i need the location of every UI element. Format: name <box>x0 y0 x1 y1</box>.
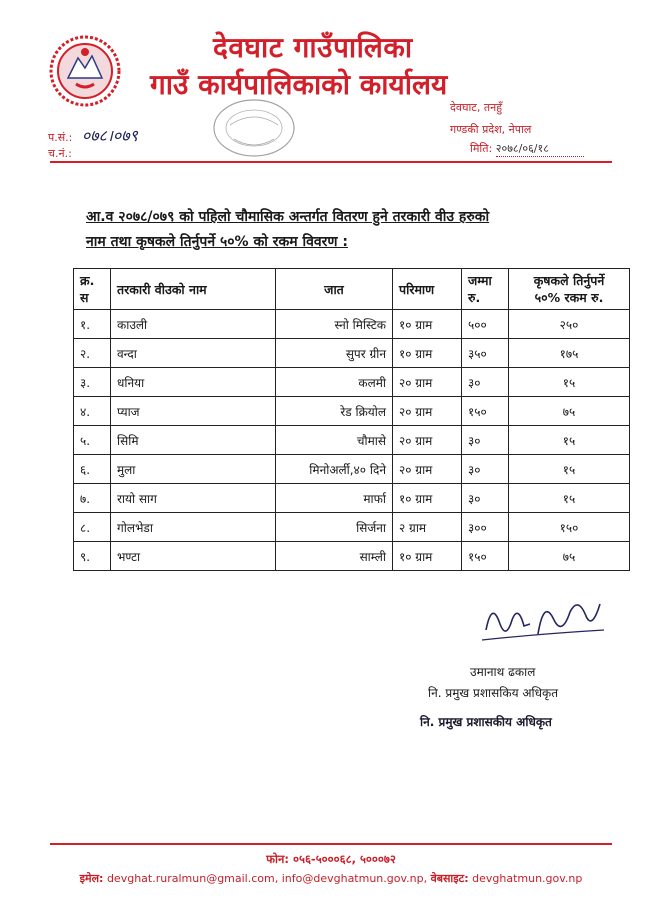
table-header-row <box>74 269 630 310</box>
header-divider <box>50 161 612 163</box>
handwritten-signature <box>478 590 608 650</box>
address-line-1: देवघाट, तनहुँ <box>450 101 503 114</box>
col-name: तरकारी वीउको नाम <box>111 269 276 310</box>
col-farmer-share: कृषकले तिर्नुपर्ने ५०% रकम रु. <box>509 269 630 310</box>
office-subtitle: गाउँ कार्यपालिकाको कार्यालय <box>150 68 448 101</box>
table-row: ३. धनिया कलमी २० ग्राम ३० १५ <box>74 368 630 397</box>
col-quantity: परिमाण <box>393 269 462 310</box>
col-variety: जात <box>276 269 393 310</box>
email-label: इमेल: <box>79 872 104 885</box>
ref-label: प.सं.: <box>48 131 73 144</box>
website-value: devghatmun.gov.np <box>472 872 583 885</box>
ref-value: ०७८।०७९ <box>81 126 138 145</box>
nepal-emblem-logo <box>48 34 122 108</box>
table-row: ४. प्याज रेड क्रियोल २० ग्राम १५० ७५ <box>74 397 630 426</box>
signatory-designation: नि. प्रमुख प्रशासकिय अधिकृत <box>428 686 559 700</box>
website-label: वेबसाइट: <box>430 872 469 885</box>
heading-line-2: नाम तथा कृषकले तिर्नुपर्ने ५०% को रकम विवरण : <box>86 234 348 250</box>
footer-phone <box>0 852 662 867</box>
designation-seal: नि. प्रमुख प्रशासकीय अधिकृत <box>420 715 552 729</box>
seed-distribution-table <box>73 268 630 571</box>
table-row: ७. रायो साग मार्फा १० ग्राम ३० १५ <box>74 484 630 513</box>
phone-value: ०५६-५०००६८, ५०००७२ <box>292 852 396 866</box>
col-sn: क्र. स <box>74 269 111 310</box>
col-total: जम्मा रु. <box>462 269 509 310</box>
date-label: मिति: <box>470 142 493 155</box>
dispatch-number <box>48 146 72 161</box>
table-row: ८. गोलभेडा सिर्जना २ ग्राम ३०० १५० <box>74 513 630 542</box>
table-row: ५. सिमि चौमासे २० ग्राम ३० १५ <box>74 426 630 455</box>
ref-number <box>48 124 138 146</box>
phone-label: फोन: <box>266 852 289 866</box>
footer-divider <box>50 843 612 845</box>
footer-contacts <box>0 871 662 886</box>
table-row: १. काउली स्नो मिस्टिक १० ग्राम ५०० २५० <box>74 310 630 339</box>
office-title: देवघाट गाउँपालिका <box>213 31 413 64</box>
office-stamp <box>208 95 300 161</box>
date-field <box>470 141 584 157</box>
date-value: २०७८/०६/१८ <box>496 141 584 157</box>
email-value: devghat.ruralmun@gmail.com, info@devghatmun.gov.np, <box>106 872 428 885</box>
dispatch-label: च.नं.: <box>48 147 72 160</box>
table-row: ९. भण्टा साम्ली १० ग्राम १५० ७५ <box>74 542 630 571</box>
address-line-2: गण्डकी प्रदेश, नेपाल <box>450 123 532 136</box>
document-heading <box>86 205 606 255</box>
signatory-name: उमानाथ ढकाल <box>470 665 536 679</box>
table-row: ६. मुला मिनोअर्ली,४० दिने २० ग्राम ३० १५ <box>74 455 630 484</box>
heading-line-1: आ.व २०७८/०७९ को पहिलो चौमासिक अन्तर्गत वितरण हुने तरकारी वीउ हरुको <box>86 209 490 225</box>
table-row: २. वन्दा सुपर ग्रीन १० ग्राम ३५० १७५ <box>74 339 630 368</box>
